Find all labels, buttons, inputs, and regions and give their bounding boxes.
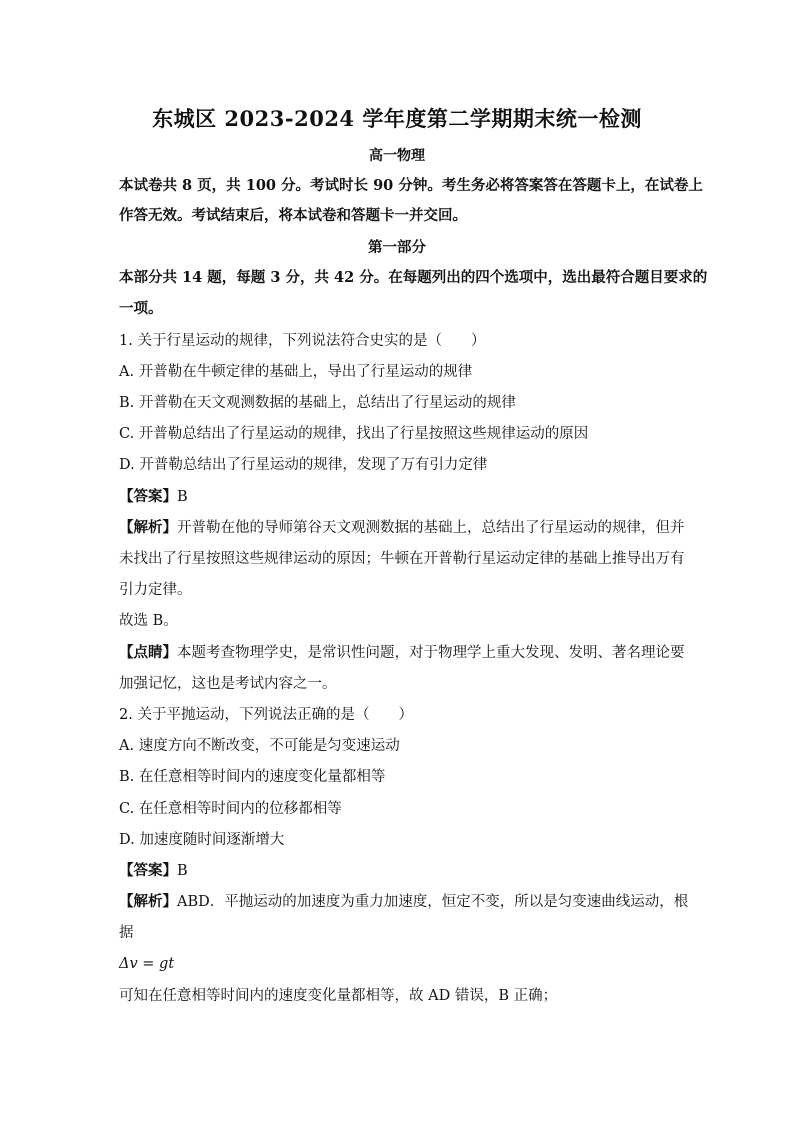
q1-stem: 1. 关于行星运动的规律，下列说法符合史实的是（ ）	[119, 333, 486, 349]
q1-comment-tag: 【点睛】	[119, 644, 177, 661]
q2-analysis-tag: 【解析】	[119, 893, 177, 910]
q1-option-c: C. 开普勒总结出了行星运动的规律，找出了行星按照这些规律运动的原因	[119, 426, 589, 442]
section-title: 第一部分	[368, 239, 426, 256]
intro-line-2: 作答无效。考试结束后，将本试卷和答题卡一并交回。	[119, 207, 467, 224]
q2-analysis-line-3: 可知在任意相等时间内的速度变化量都相等，故 AD 错误，B 正确；	[119, 988, 558, 1004]
q2-analysis-line-1	[119, 892, 688, 912]
q2-analysis-line-2: 据	[119, 925, 134, 941]
q2-answer-value: B	[177, 863, 188, 879]
q2-option-d: D. 加速度随时间逐渐增大	[119, 832, 285, 848]
q2-analysis-text-1: ABD．平抛运动的加速度为重力加速度，恒定不变，所以是匀变速曲线运动，根	[177, 894, 689, 910]
intro-line-1: 本试卷共 8 页，共 100 分。考试时长 90 分钟。考生务必将答案答在答题卡上，在试卷上	[119, 177, 703, 194]
q1-option-a: A. 开普勒在牛顿定律的基础上，导出了行星运动的规律	[119, 364, 473, 380]
section-instruction-line-1: 本部分共 14 题，每题 3 分，共 42 分。在每题列出的四个选项中，选出最符合题目要求的	[119, 269, 708, 286]
q1-analysis-line-3: 引力定律。	[119, 582, 192, 598]
q1-analysis-line-2: 未找出了行星按照这些规律运动的原因；牛顿在开普勒行星运动定律的基础上推导出万有	[119, 551, 685, 567]
q1-analysis-tag: 【解析】	[119, 519, 177, 536]
q1-comment-line-2: 加强记忆，这也是考试内容之一。	[119, 676, 337, 692]
q1-analysis-line-1	[119, 518, 685, 538]
q1-comment-text-1: 本题考查物理学史，是常识性问题，对于物理学上重大发现、发明、著名理论要	[177, 645, 685, 661]
q1-answer-tag: 【答案】	[119, 488, 177, 505]
q1-option-b: B. 开普勒在天文观测数据的基础上，总结出了行星运动的规律	[119, 395, 516, 411]
q2-stem: 2. 关于平抛运动，下列说法正确的是（ ）	[119, 707, 413, 723]
q2-option-c: C. 在任意相等时间内的位移都相等	[119, 801, 342, 817]
subject-subtitle: 高一物理	[369, 148, 425, 164]
q2-answer	[119, 861, 188, 881]
q1-analysis-text-1: 开普勒在他的导师第谷天文观测数据的基础上，总结出了行星运动的规律，但并	[177, 520, 685, 536]
q2-option-b: B. 在任意相等时间内的速度变化量都相等	[119, 769, 386, 785]
q2-answer-tag: 【答案】	[119, 862, 177, 879]
section-instruction-line-2: 一项。	[119, 300, 163, 317]
q1-answer-value: B	[177, 489, 188, 505]
q1-option-d: D. 开普勒总结出了行星运动的规律，发现了万有引力定律	[119, 457, 488, 473]
q1-answer	[119, 487, 188, 507]
q1-comment-line-1	[119, 643, 685, 663]
q2-option-a: A. 速度方向不断改变，不可能是匀变速运动	[119, 738, 400, 754]
q2-formula: Δv = gt	[119, 956, 175, 972]
page-title: 东城区 2023-2024 学年度第二学期期末统一检测	[152, 106, 642, 131]
q1-conclusion: 故选 B。	[119, 613, 178, 629]
